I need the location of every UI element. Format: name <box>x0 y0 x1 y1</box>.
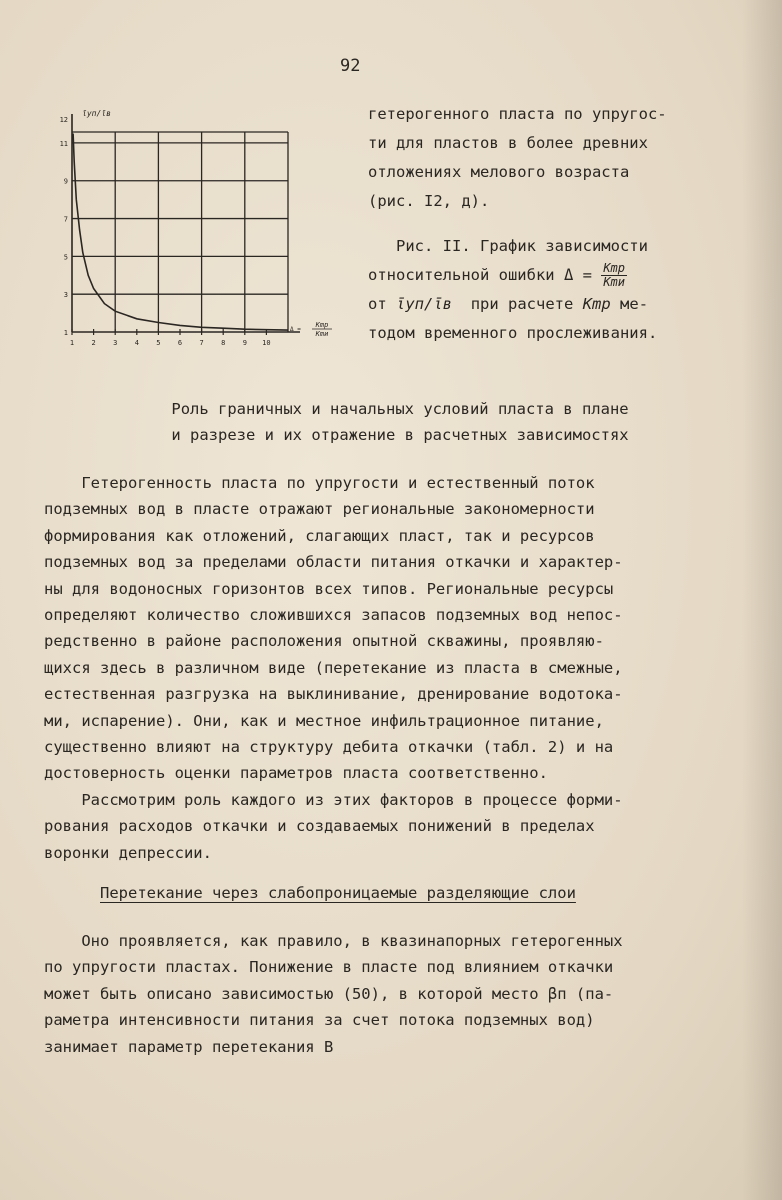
y-tick-label: 9 <box>63 177 68 186</box>
fraction-denominator: Kmи <box>603 275 625 289</box>
paragraph-line: занимает параметр перетекания B <box>44 1037 334 1056</box>
paragraph-line: Гетерогенность пласта по упругости и естественный поток <box>44 474 595 492</box>
figure-caption <box>368 232 748 348</box>
error-graph-chart <box>56 106 346 346</box>
paragraph-line: может быть описано зависимостью (50), в которой место βп (па- <box>44 984 614 1003</box>
ratio-symbol: ῑуп/ῑв <box>396 295 453 313</box>
section-heading <box>100 396 700 448</box>
text-line: гетерогенного пласта по упругос- <box>368 105 667 123</box>
paragraph-line: подземных вод в пласте отражают региональные закономерности <box>44 500 595 519</box>
body-paragraphs <box>44 470 724 866</box>
paragraph-line: рования расходов откачки и создаваемых понижений в пределах <box>44 817 595 836</box>
page-edge-shadow <box>742 0 782 1200</box>
x-axis-label-numerator: Kmр <box>315 321 329 329</box>
paragraph-line: достоверность оценки параметров пласта соответственно. <box>44 764 548 783</box>
x-tick-label: 9 <box>242 339 247 346</box>
text-line: ти для пластов в более древних <box>368 134 648 152</box>
heading-line: и разрезе и их отражение в расчетных зависимостях <box>171 426 629 444</box>
paragraph-line: ны для водоносных горизонтов всех типов. Региональные ресурсы <box>44 579 614 598</box>
paragraph-line: определяют количество сложившихся запасов подземных вод непос- <box>44 606 623 625</box>
paragraph-line: Рассмотрим роль каждого из этих факторов в процессе форми- <box>44 790 623 809</box>
paragraph-line: редственно в районе расположения опытной скважины, проявляю- <box>44 632 604 651</box>
y-tick-label: 1 <box>63 329 68 337</box>
formula-fraction <box>601 262 627 289</box>
x-axis-label-denominator: Kmи <box>315 330 329 338</box>
x-tick-label: 4 <box>134 339 139 346</box>
x-tick-label: 7 <box>199 339 204 346</box>
subsection-heading: Перетекание через слабопроницаемые разделяющие слои <box>100 884 576 902</box>
y-tick-label: 7 <box>63 215 68 224</box>
x-axis-label-prefix: Δ = <box>290 326 301 333</box>
caption-text: относительной ошибки Δ = <box>368 266 592 284</box>
curve-line <box>73 134 288 331</box>
caption-text: от <box>368 295 387 313</box>
paragraph-line: раметра интенсивности питания за счет потока подземных вод) <box>44 1011 595 1030</box>
paragraph-line: Оно проявляется, как правило, в квазинапорных гетерогенных <box>44 932 623 950</box>
text-line: (рис. I2, д). <box>368 192 490 210</box>
y-tick-label-top: 12 <box>59 116 68 124</box>
x-tick-label: 2 <box>91 339 96 346</box>
paragraph-line: формирования как отложений, слагающих пласт, так и ресурсов <box>44 526 595 545</box>
paragraph-line: естественная разгрузка на выклинивание, дренирование водотока- <box>44 685 623 704</box>
paragraph-line: щихся здесь в различном виде (перетекание из пласта в смежные, <box>44 658 623 677</box>
x-tick-label: 5 <box>156 339 161 346</box>
x-tick-label: 3 <box>113 339 118 346</box>
paragraph-line: существенно влияют на структуру дебита откачки (табл. 2) и на <box>44 738 614 757</box>
chart-curve <box>73 134 288 331</box>
caption-text: ме- <box>620 295 649 313</box>
fraction-numerator: Kmр <box>603 261 625 275</box>
paragraph-line: воронки депрессии. <box>44 843 212 862</box>
chart-ticks <box>60 116 271 346</box>
caption-text: при расчете <box>470 295 574 313</box>
body-paragraph-3 <box>44 928 724 1060</box>
page-number: 92 <box>340 56 361 76</box>
x-tick-label: 10 <box>262 339 271 346</box>
caption-line <box>368 290 748 319</box>
heading-line: Роль граничных и начальных условий пласта в плане <box>171 400 629 418</box>
paragraph-line: ми, испарение). Они, как и местное инфильтрационное питание, <box>44 711 604 730</box>
paragraph-line: по упругости пластах. Понижение в пласте под влиянием откачки <box>44 958 614 977</box>
y-tick-label: 5 <box>63 253 68 262</box>
chart-grid <box>72 132 288 332</box>
chart-axes <box>72 114 300 332</box>
paragraph-line: подземных вод за пределами области питания откачки и характер- <box>44 553 623 572</box>
x-tick-label: 8 <box>221 339 226 346</box>
caption-line <box>368 261 748 290</box>
caption-line: тодом временного прослеживания. <box>368 324 658 342</box>
x-tick-label: 6 <box>177 339 183 346</box>
caption-line: Рис. II. График зависимости <box>396 237 648 255</box>
y-axis-label: ῑуп/ῑв <box>82 109 111 118</box>
y-tick-label: 3 <box>63 291 68 300</box>
right-column-text <box>368 100 728 216</box>
kmp-symbol: Kmр <box>582 295 611 313</box>
y-tick-label: 11 <box>59 139 68 148</box>
x-tick-label: 1 <box>69 339 75 346</box>
text-line: отложениях мелового возраста <box>368 163 630 181</box>
